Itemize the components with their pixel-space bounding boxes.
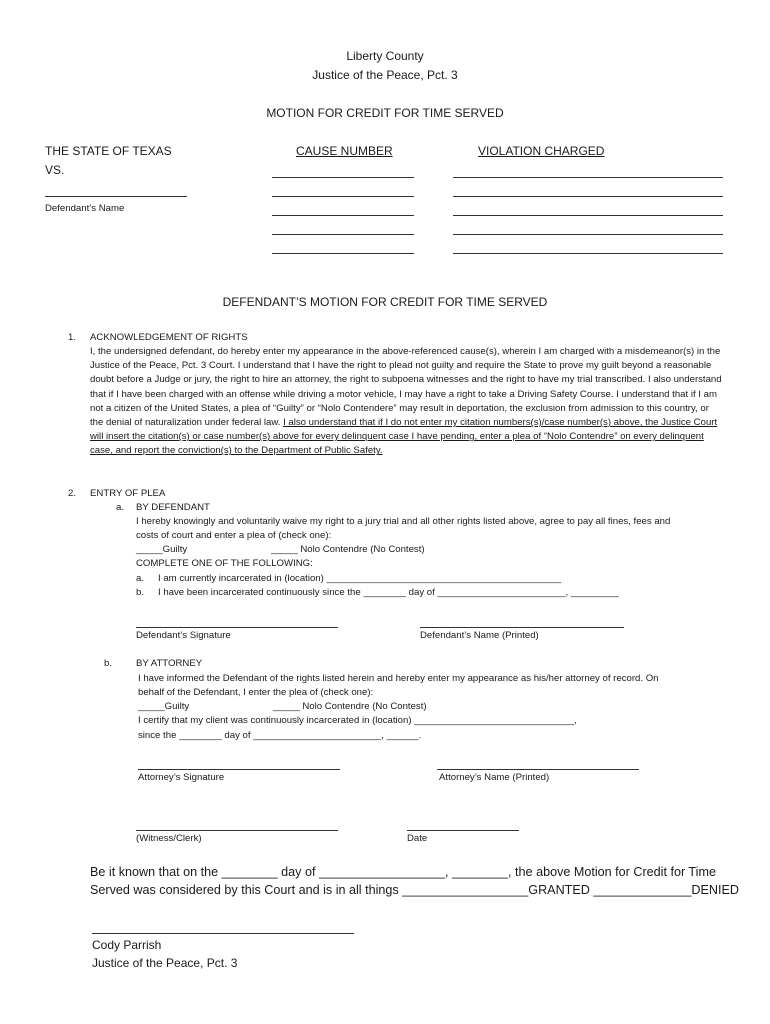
complete-one-label: COMPLETE ONE OF THE FOLLOWING: — [136, 558, 313, 569]
option-a-letter: a. — [136, 573, 145, 584]
cause-number-line-3[interactable] — [272, 215, 414, 216]
state-label: THE STATE OF TEXAS — [45, 144, 172, 158]
cause-number-line-2[interactable] — [272, 196, 414, 197]
judge-name: Cody Parrish — [92, 938, 162, 952]
defendant-printed-name-line[interactable] — [420, 627, 624, 628]
order-line-1: Be it known that on the ________ day of __________________, ________, the above Motion for Credit for Time — [90, 865, 716, 879]
acknowledgement-text: I, the undersigned defendant, do hereby enter my appearance in the above-referenced cause(s), wherein I am charged with a misdemeanor(s) in the Justice of the Peace, Pct. 3 Court. I understand that I have the right to plead not guilty and require the State to prove my guilt beyond a reasonable doubt before a Judge or jury, the right to hire an attorney, the right to subpoena witnesses and the right to have my trial transcribed. I also understand that if I have been charged with an offense while driving a motor vehicle, I may have a right to take a Driving Safety Course. I understand that if I am not a citizen of the United States, a plea of “Guilty” or “Nolo Contendere” may result in deportation, the exclusion from admission to this country, or the denial of naturalization under federal law. — [90, 346, 722, 429]
judge-signature-line[interactable] — [92, 933, 354, 934]
violation-line-1[interactable] — [453, 177, 723, 178]
defendant-printed-name-label: Defendant’s Name (Printed) — [420, 630, 539, 641]
attorney-nolo-option[interactable]: _____ Nolo Contendre (No Contest) — [273, 701, 427, 712]
violation-line-3[interactable] — [453, 215, 723, 216]
section-2-heading: ENTRY OF PLEA — [90, 488, 166, 499]
acknowledgement-underlined-text: I also understand that if I do not enter my citation numbers(s)/case number(s) above, the Justice Court will insert the citation(s) or case number(s) above for every delinquent case I have pending, enter a plea of “Nolo Contendre” on every delinquent case, and report the conviction(s) to the Department of Public Safety. — [90, 417, 718, 457]
attorney-printed-name-label: Attorney’s Name (Printed) — [439, 772, 550, 783]
court-name: Justice of the Peace, Pct. 3 — [312, 68, 458, 82]
county-name: Liberty County — [346, 49, 424, 63]
incarcerated-since-field[interactable]: I have been incarcerated continuously since the ________ day of ________________________, _________ — [158, 587, 619, 598]
defendant-name-label: Defendant’s Name — [45, 203, 125, 214]
cause-number-line-5[interactable] — [272, 253, 414, 254]
violation-line-5[interactable] — [453, 253, 723, 254]
vs-label: VS. — [45, 163, 65, 177]
attorney-text-line-1: I have informed the Defendant of the rights listed herein and hereby enter my appearance as his/her attorney of record. On — [138, 673, 659, 684]
defendant-name-line[interactable] — [45, 196, 187, 197]
acknowledgement-paragraph — [90, 345, 722, 459]
attorney-certify-field[interactable]: I certify that my client was continuously incarcerated in (location) ______________________________, — [138, 715, 577, 726]
witness-label: (Witness/Clerk) — [136, 833, 202, 844]
subsection-b-heading: BY ATTORNEY — [136, 658, 203, 669]
witness-date-label: Date — [407, 833, 428, 844]
violation-line-2[interactable] — [453, 196, 723, 197]
cause-number-header: CAUSE NUMBER — [296, 144, 393, 158]
section-1-number: 1. — [68, 332, 77, 343]
cause-number-line-4[interactable] — [272, 234, 414, 235]
witness-date-line[interactable] — [407, 830, 519, 831]
subsection-a-letter: a. — [116, 502, 125, 513]
violation-header: VIOLATION CHARGED — [478, 144, 605, 158]
witness-signature-line[interactable] — [136, 830, 338, 831]
incarcerated-location-field[interactable]: I am currently incarcerated in (location) ____________________________________________ — [158, 573, 562, 584]
violation-line-4[interactable] — [453, 234, 723, 235]
defendant-nolo-option[interactable]: _____ Nolo Contendre (No Contest) — [271, 544, 425, 555]
motion-title: DEFENDANT’S MOTION FOR CREDIT FOR TIME SERVED — [222, 295, 548, 309]
defendant-guilty-option[interactable]: _____Guilty — [136, 544, 188, 555]
attorney-signature-line[interactable] — [138, 769, 340, 770]
attorney-text-line-2: behalf of the Defendant, I enter the plea of (check one): — [138, 687, 374, 698]
cause-number-line-1[interactable] — [272, 177, 414, 178]
section-2-number: 2. — [68, 488, 77, 499]
judge-title: Justice of the Peace, Pct. 3 — [92, 956, 238, 970]
attorney-printed-name-line[interactable] — [437, 769, 639, 770]
section-1-heading: ACKNOWLEDGEMENT OF RIGHTS — [90, 332, 248, 343]
attorney-guilty-option[interactable]: _____Guilty — [138, 701, 190, 712]
plea-text-line-2: costs of court and enter a plea of (check one): — [136, 530, 332, 541]
option-b-letter: b. — [136, 587, 145, 598]
defendant-signature-line[interactable] — [136, 627, 338, 628]
plea-text-line-1: I hereby knowingly and voluntarily waive my right to a jury trial and all other rights listed above, agree to pay all fines, fees and — [136, 516, 671, 527]
attorney-since-field[interactable]: since the ________ day of ________________________, ______. — [138, 730, 422, 741]
subsection-a-heading: BY DEFENDANT — [136, 502, 210, 513]
order-line-2: Served was considered by this Court and is in all things __________________GRANTED ______________DENIED — [90, 883, 739, 897]
attorney-signature-label: Attorney’s Signature — [138, 772, 225, 783]
defendant-signature-label: Defendant’s Signature — [136, 630, 231, 641]
subsection-b-letter: b. — [104, 658, 113, 669]
document-title: MOTION FOR CREDIT FOR TIME SERVED — [266, 106, 504, 120]
